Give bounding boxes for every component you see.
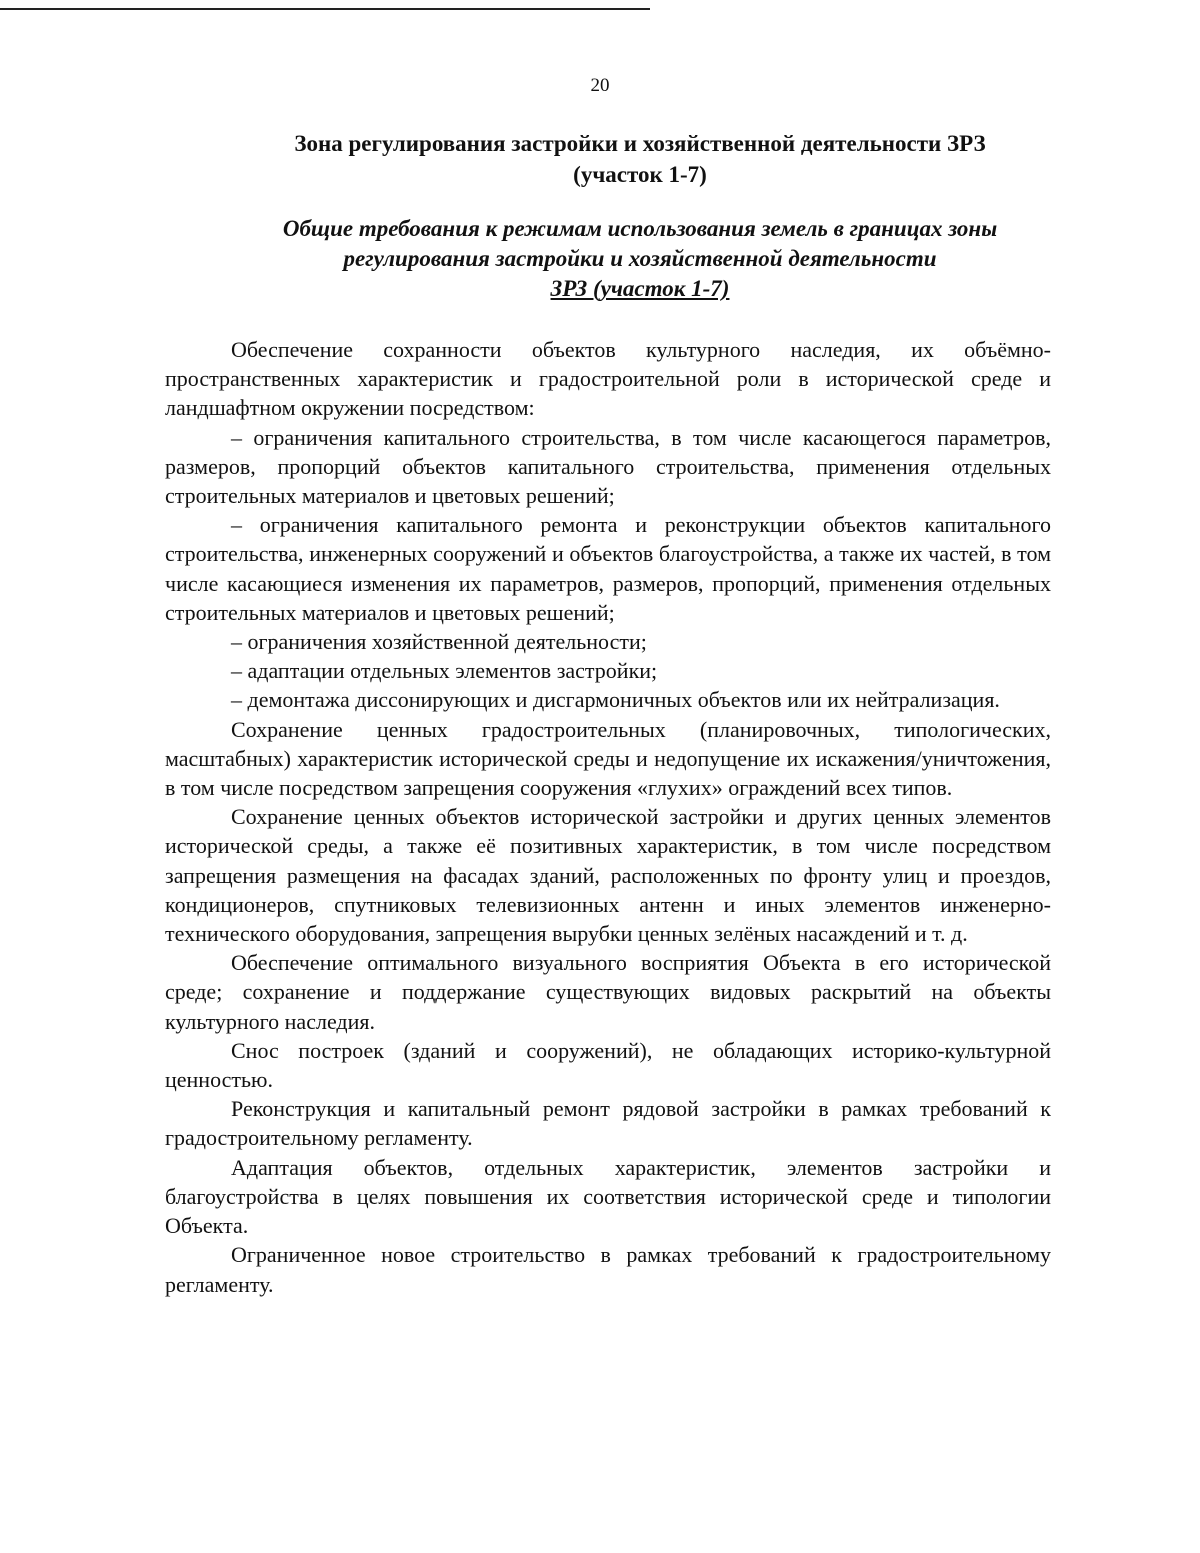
requirements-title-line: Общие требования к режимам использования земель в границах зоны xyxy=(282,216,998,241)
paragraph: Обеспечение оптимального визуального восприятия Объекта в его исторической среде; сохранение и поддержание существующих видовых раскрытий на объекты культурного наследия. xyxy=(165,950,1051,1034)
paragraph: Ограниченное новое строительство в рамках требований к градостроительному регламенту. xyxy=(165,1242,1051,1297)
zone-title-line: (участок 1-7) xyxy=(573,162,707,187)
requirements-title-line xyxy=(180,274,1100,304)
zone-title xyxy=(200,128,1080,190)
scan-edge-line xyxy=(0,8,650,10)
list-item: – ограничения хозяйственной деятельности; xyxy=(231,629,647,655)
page-number: 20 xyxy=(590,75,610,96)
list-item: – ограничения капитального ремонта и реконструкции объектов капитального строительства, инженерных сооружений и объектов благоустройства, а также их частей, в том числе касающиеся изменения их параметров, размеров, пропорций, применения отдельных строительных материалов и цветовых решений; xyxy=(165,512,1051,625)
requirements-title-line: регулирования застройки и хозяйственной деятельности xyxy=(343,246,937,271)
paragraph: Адаптация объектов, отдельных характеристик, элементов застройки и благоустройства в целях повышения их соответствия исторической среде и типологии Объекта. xyxy=(165,1154,1051,1239)
list-item: – ограничения капитального строительства, в том числе касающегося параметров, размеров, пропорций объектов капитального строительства, применения отдельных строительных материалов и цветовых решений; xyxy=(165,424,1051,509)
paragraph: Обеспечение сохранности объектов культурного наследия, их объёмно-пространственных характеристик и градостроительной роли в исторической среде и ландшафтном окружении посредством: xyxy=(165,337,1051,421)
paragraph: Сохранение ценных градостроительных (планировочных, типологических, масштабных) характеристик исторической среды и недопущение их искажения/уничтожения, в том числе посредством запрещения сооружения «глухих» ограждений всех типов. xyxy=(165,716,1051,801)
paragraph: Снос построек (зданий и сооружений), не обладающих историко-культурной ценностью. xyxy=(165,1037,1051,1093)
paragraph: Реконструкция и капитальный ремонт рядовой застройки в рамках требований к градостроительному регламенту. xyxy=(165,1096,1051,1151)
requirements-title-underlined: ЗРЗ (участок 1-7) xyxy=(550,276,730,301)
zone-title-line: Зона регулирования застройки и хозяйственной деятельности ЗРЗ xyxy=(294,131,986,156)
list-item: – демонтажа диссонирующих и дисгармоничных объектов или их нейтрализация. xyxy=(231,687,1000,713)
body-text xyxy=(165,335,1051,1299)
list-item: – адаптации отдельных элементов застройки; xyxy=(231,658,658,684)
requirements-title xyxy=(180,214,1100,304)
paragraph: Сохранение ценных объектов исторической застройки и других ценных элементов исторической среды, а также её позитивных характеристик, в том числе посредством запрещения размещения на фасадах зданий, расположенных по фронту улиц и проездов, кондиционеров, спутниковых телевизионных антенн и иных элементов инженерно-технического оборудования, запрещения вырубки ценных зелёных насаждений и т. д. xyxy=(165,804,1051,947)
